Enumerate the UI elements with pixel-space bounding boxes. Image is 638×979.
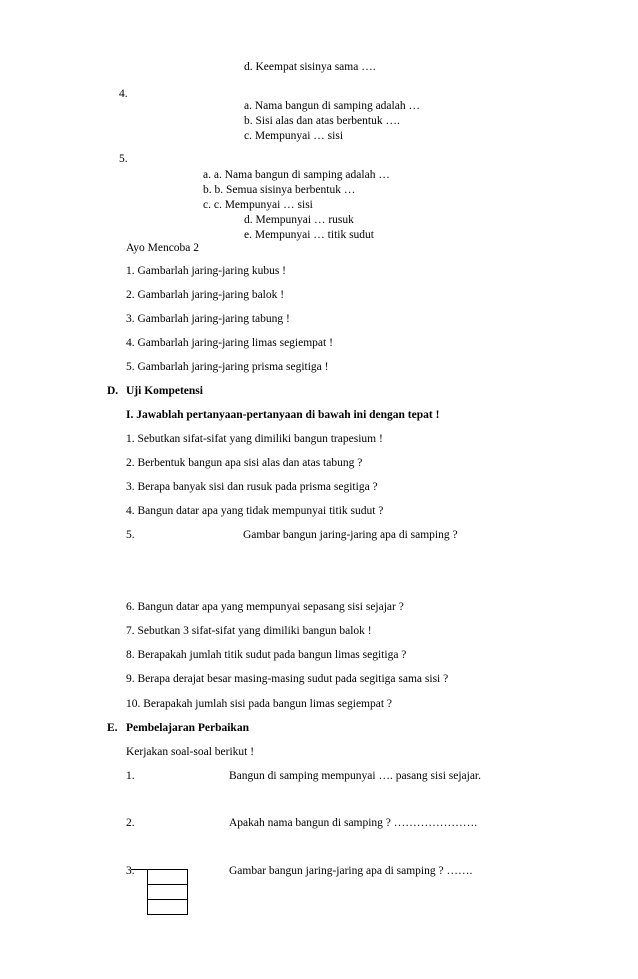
uji-question-5-number: 5. [126, 529, 135, 541]
perbaikan-question-1-text: Bangun di samping mempunyai …. pasang sisi sejajar. [229, 770, 482, 782]
uji-question-5-text: Gambar bangun jaring-jaring apa di samping ? [243, 529, 458, 541]
perbaikan-question-3-number: 3. [126, 865, 135, 877]
question-number-4: 4. [119, 88, 128, 100]
ayo-mencoba-item-2: 2. Gambarlah jaring-jaring balok ! [126, 289, 285, 301]
perbaikan-question-3-text: Gambar bangun jaring-jaring apa di samping ? ……. [229, 865, 473, 877]
section-d-letter: D. [107, 385, 119, 397]
ayo-mencoba-item-1: 1. Gambarlah jaring-jaring kubus ! [126, 265, 286, 277]
uji-question-3: 3. Berapa banyak sisi dan rusuk pada prisma segitiga ? [126, 481, 378, 493]
ayo-mencoba-title: Ayo Mencoba 2 [126, 242, 200, 254]
net-figure-square-1 [147, 869, 188, 885]
section-d-instruction: I. Jawablah pertanyaan-pertanyaan di bawah ini dengan tepat ! [126, 409, 440, 421]
uji-question-7: 7. Sebutkan 3 sifat-sifat yang dimiliki bangun balok ! [126, 625, 372, 637]
question-number-5: 5. [119, 153, 128, 165]
q5-option-d: d. Mempunyai … rusuk [244, 214, 354, 226]
section-d-title: Uji Kompetensi [126, 385, 203, 397]
q5-option-a: a. a. Nama bangun di samping adalah … [203, 169, 390, 181]
uji-question-4: 4. Bangun datar apa yang tidak mempunyai titik sudut ? [126, 505, 384, 517]
uji-question-6: 6. Bangun datar apa yang mempunyai sepasang sisi sejajar ? [126, 601, 404, 613]
perbaikan-question-2-number: 2. [126, 817, 135, 829]
net-figure-square-2 [147, 884, 188, 900]
ayo-mencoba-item-5: 5. Gambarlah jaring-jaring prisma segitiga ! [126, 361, 329, 373]
net-figure-tab-line [131, 869, 148, 870]
section-e-letter: E. [107, 722, 118, 734]
q5-option-e: e. Mempunyai … titik sudut [244, 229, 375, 241]
perbaikan-question-2-text: Apakah nama bangun di samping ? …………………. [229, 817, 478, 829]
q4-option-b: b. Sisi alas dan atas berbentuk …. [244, 115, 400, 127]
option-d: d. Keempat sisinya sama …. [244, 61, 376, 73]
perbaikan-question-1-number: 1. [126, 770, 135, 782]
net-figure-square-3 [147, 899, 188, 915]
q5-option-c: c. c. Mempunyai … sisi [203, 199, 313, 211]
q5-option-b: b. b. Semua sisinya berbentuk … [203, 184, 356, 196]
section-e-intro: Kerjakan soal-soal berikut ! [126, 746, 255, 758]
uji-question-9: 9. Berapa derajat besar masing-masing sudut pada segitiga sama sisi ? [126, 673, 449, 685]
uji-question-2: 2. Berbentuk bangun apa sisi alas dan atas tabung ? [126, 457, 363, 469]
uji-question-1: 1. Sebutkan sifat-sifat yang dimiliki bangun trapesium ! [126, 433, 383, 445]
uji-question-10: 10. Berapakah jumlah sisi pada bangun limas segiempat ? [126, 698, 393, 710]
ayo-mencoba-item-3: 3. Gambarlah jaring-jaring tabung ! [126, 313, 290, 325]
ayo-mencoba-item-4: 4. Gambarlah jaring-jaring limas segiempat ! [126, 337, 333, 349]
section-e-title: Pembelajaran Perbaikan [126, 722, 249, 734]
q4-option-c: c. Mempunyai … sisi [244, 130, 344, 142]
q4-option-a: a. Nama bangun di samping adalah … [244, 100, 420, 112]
uji-question-8: 8. Berapakah jumlah titik sudut pada bangun limas segitiga ? [126, 649, 407, 661]
